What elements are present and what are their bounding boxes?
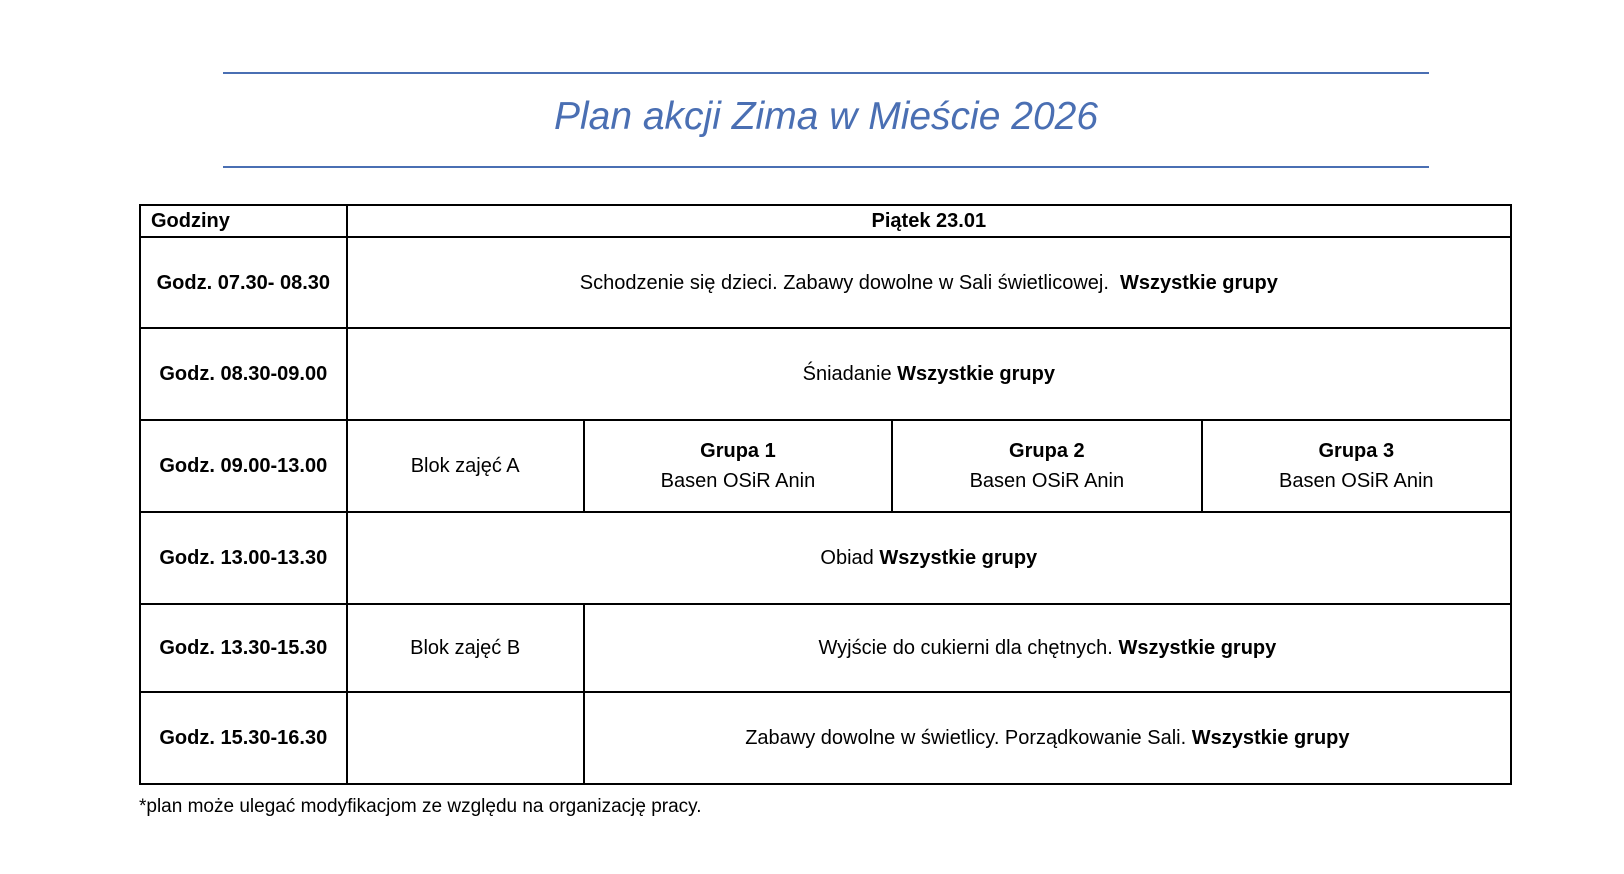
group-place: Basen OSiR Anin xyxy=(969,470,1125,492)
title-rule-top xyxy=(223,72,1429,74)
table-row xyxy=(140,328,1511,420)
activity-groups: Wszystkie grupy xyxy=(1120,271,1278,294)
table-row xyxy=(140,237,1511,328)
row-hours: Godz. 13.30-15.30 xyxy=(140,604,347,692)
group-name: Grupa 1 xyxy=(700,440,776,462)
row-block: Blok zajęć B xyxy=(347,604,584,692)
group-name: Grupa 3 xyxy=(1318,440,1395,462)
table-row xyxy=(140,692,1511,784)
group-cell xyxy=(892,420,1201,512)
group-place: Basen OSiR Anin xyxy=(660,470,816,492)
table-row xyxy=(140,420,1511,512)
activity-text: Zabawy dowolne w świetlicy. Porządkowanie Sali. xyxy=(745,727,1187,749)
table-header-row xyxy=(140,205,1511,237)
row-activity xyxy=(584,692,1511,784)
row-hours: Godz. 09.00-13.00 xyxy=(140,420,347,512)
group-place: Basen OSiR Anin xyxy=(1279,470,1434,492)
footnote: *plan może ulegać modyfikacjom ze względu na organizację pracy. xyxy=(139,796,702,817)
header-day: Piątek 23.01 xyxy=(347,205,1511,237)
table-row xyxy=(140,604,1511,692)
activity-text: Śniadanie xyxy=(802,363,892,385)
activity-groups: Wszystkie grupy xyxy=(897,363,1055,385)
row-hours: Godz. 13.00-13.30 xyxy=(140,512,347,604)
row-activity xyxy=(584,604,1511,692)
group-cell xyxy=(584,420,892,512)
row-activity xyxy=(347,328,1511,420)
row-activity xyxy=(347,512,1511,604)
row-activity xyxy=(347,237,1511,328)
row-hours: Godz. 15.30-16.30 xyxy=(140,692,347,784)
activity-text: Schodzenie się dzieci. Zabawy dowolne w Sali świetlicowej. xyxy=(579,271,1109,294)
group-cell xyxy=(1202,420,1511,512)
table-row xyxy=(140,512,1511,604)
activity-text: Obiad xyxy=(820,547,874,569)
activity-groups: Wszystkie grupy xyxy=(879,547,1038,569)
group-name: Grupa 2 xyxy=(1009,440,1085,462)
page-title: Plan akcji Zima w Mieście 2026 xyxy=(553,95,1099,138)
activity-groups: Wszystkie grupy xyxy=(1191,727,1350,749)
activity-groups: Wszystkie grupy xyxy=(1118,637,1277,659)
activity-text: Wyjście do cukierni dla chętnych. xyxy=(818,637,1113,659)
row-block xyxy=(347,692,584,784)
title-rule-bottom xyxy=(223,166,1429,168)
row-block: Blok zajęć A xyxy=(347,420,584,512)
header-hours: Godziny xyxy=(140,205,347,237)
row-hours: Godz. 08.30-09.00 xyxy=(140,328,347,420)
schedule-table xyxy=(139,204,1512,785)
row-hours: Godz. 07.30- 08.30 xyxy=(140,237,347,328)
